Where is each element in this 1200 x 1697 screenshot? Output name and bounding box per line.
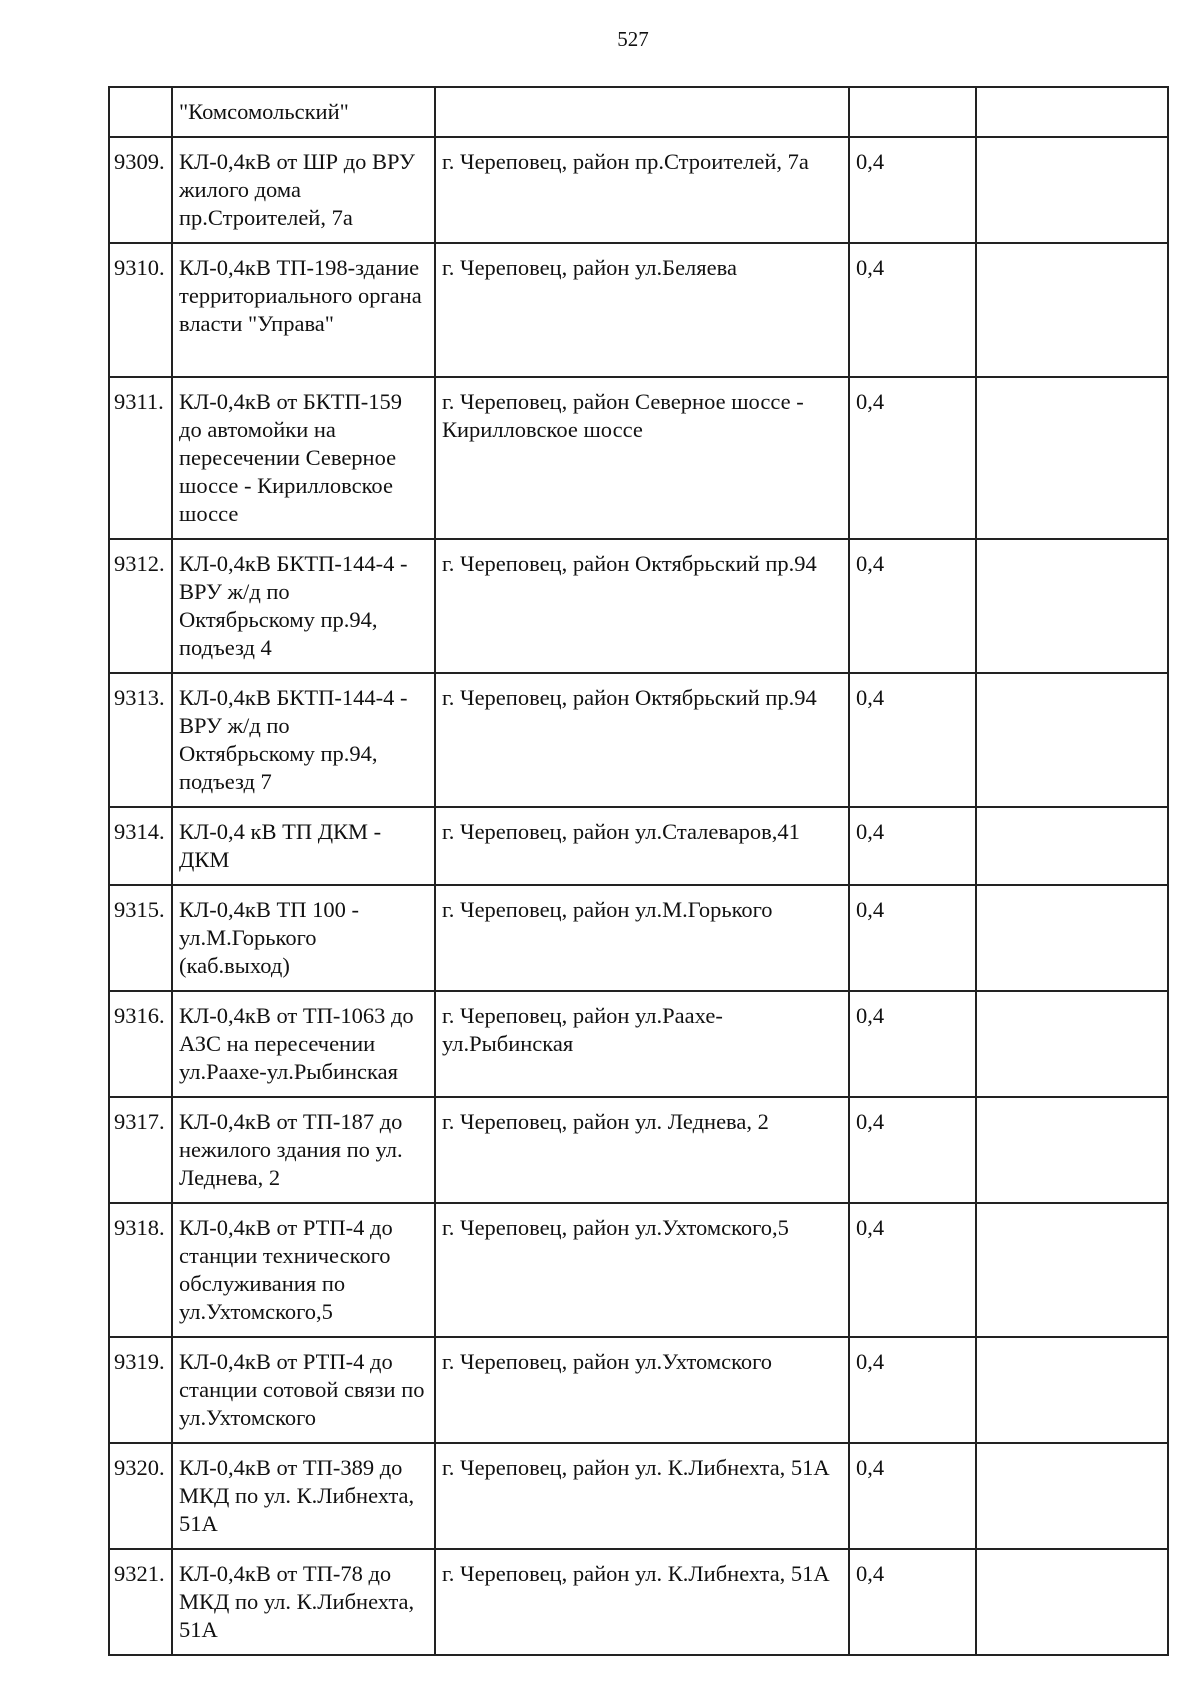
location-cell: г. Череповец, район Октябрьский пр.94 (435, 539, 849, 673)
location-cell: г. Череповец, район пр.Строителей, 7а (435, 137, 849, 243)
line-name-cell: КЛ-0,4кВ от ТП-187 до нежилого здания по ул. Леднева, 2 (172, 1097, 435, 1203)
line-name-cell: "Комсомольский" (172, 87, 435, 137)
table-row (109, 991, 1168, 1097)
location-cell: г. Череповец, район ул. Леднева, 2 (435, 1097, 849, 1203)
row-number-cell: 9312. (109, 539, 172, 673)
note-cell (976, 377, 1168, 539)
voltage-cell (849, 87, 976, 137)
table-row (109, 539, 1168, 673)
location-cell: г. Череповец, район Октябрьский пр.94 (435, 673, 849, 807)
location-cell: г. Череповец, район ул.М.Горького (435, 885, 849, 991)
note-cell (976, 1203, 1168, 1337)
row-number-cell: 9309. (109, 137, 172, 243)
line-name-cell: КЛ-0,4кВ от РТП-4 до станции сотовой связи по ул.Ухтомского (172, 1337, 435, 1443)
row-number-cell: 9310. (109, 243, 172, 377)
line-name-cell: КЛ-0,4кВ от ТП-78 до МКД по ул. К.Либнехта, 51А (172, 1549, 435, 1655)
location-cell: г. Череповец, район ул.Ухтомского,5 (435, 1203, 849, 1337)
row-number-cell: 9318. (109, 1203, 172, 1337)
table-row (109, 1443, 1168, 1549)
location-cell: г. Череповец, район ул. К.Либнехта, 51А (435, 1549, 849, 1655)
voltage-cell: 0,4 (849, 885, 976, 991)
voltage-cell: 0,4 (849, 539, 976, 673)
location-cell: г. Череповец, район ул.Беляева (435, 243, 849, 377)
table-row (109, 1337, 1168, 1443)
voltage-cell: 0,4 (849, 1443, 976, 1549)
row-number-cell: 9314. (109, 807, 172, 885)
line-name-cell: КЛ-0,4кВ от ШР до ВРУ жилого дома пр.Строителей, 7а (172, 137, 435, 243)
note-cell (976, 1549, 1168, 1655)
row-number-cell: 9315. (109, 885, 172, 991)
row-number-cell: 9313. (109, 673, 172, 807)
note-cell (976, 807, 1168, 885)
voltage-cell: 0,4 (849, 137, 976, 243)
row-number-cell (109, 87, 172, 137)
line-name-cell: КЛ-0,4кВ ТП 100 - ул.М.Горького (каб.выход) (172, 885, 435, 991)
table-row (109, 807, 1168, 885)
table-row (109, 673, 1168, 807)
table-row (109, 243, 1168, 377)
line-name-cell: КЛ-0,4кВ БКТП-144-4 - ВРУ ж/д по Октябрьскому пр.94, подъезд 4 (172, 539, 435, 673)
voltage-cell: 0,4 (849, 673, 976, 807)
line-name-cell: КЛ-0,4кВ от ТП-389 до МКД по ул. К.Либнехта, 51А (172, 1443, 435, 1549)
note-cell (976, 1097, 1168, 1203)
row-number-cell: 9316. (109, 991, 172, 1097)
voltage-cell: 0,4 (849, 991, 976, 1097)
voltage-cell: 0,4 (849, 377, 976, 539)
voltage-cell: 0,4 (849, 807, 976, 885)
line-name-cell: КЛ-0,4кВ от БКТП-159 до автомойки на пересечении Северное шоссе - Кирилловское шоссе (172, 377, 435, 539)
page-number: 527 (617, 27, 649, 51)
voltage-cell: 0,4 (849, 1203, 976, 1337)
line-name-cell: КЛ-0,4кВ от ТП-1063 до АЗС на пересечении ул.Раахе-ул.Рыбинская (172, 991, 435, 1097)
row-number-cell: 9320. (109, 1443, 172, 1549)
row-number-cell: 9319. (109, 1337, 172, 1443)
note-cell (976, 1337, 1168, 1443)
table-row (109, 137, 1168, 243)
note-cell (976, 87, 1168, 137)
note-cell (976, 1443, 1168, 1549)
note-cell (976, 243, 1168, 377)
row-number-cell: 9321. (109, 1549, 172, 1655)
note-cell (976, 991, 1168, 1097)
line-name-cell: КЛ-0,4кВ БКТП-144-4 - ВРУ ж/д по Октябрьскому пр.94, подъезд 7 (172, 673, 435, 807)
line-name-cell: КЛ-0,4кВ ТП-198-здание территориального органа власти "Управа" (172, 243, 435, 377)
row-number-cell: 9317. (109, 1097, 172, 1203)
table-row (109, 377, 1168, 539)
voltage-cell: 0,4 (849, 1549, 976, 1655)
location-cell: г. Череповец, район Северное шоссе - Кирилловское шоссе (435, 377, 849, 539)
location-cell (435, 87, 849, 137)
table-row (109, 1549, 1168, 1655)
line-name-cell: КЛ-0,4кВ от РТП-4 до станции технического обслуживания по ул.Ухтомского,5 (172, 1203, 435, 1337)
voltage-cell: 0,4 (849, 243, 976, 377)
note-cell (976, 885, 1168, 991)
location-cell: г. Череповец, район ул.Ухтомского (435, 1337, 849, 1443)
location-cell: г. Череповец, район ул.Сталеваров,41 (435, 807, 849, 885)
note-cell (976, 673, 1168, 807)
line-name-cell: КЛ-0,4 кВ ТП ДКМ - ДКМ (172, 807, 435, 885)
location-cell: г. Череповец, район ул. К.Либнехта, 51А (435, 1443, 849, 1549)
voltage-cell: 0,4 (849, 1337, 976, 1443)
voltage-cell: 0,4 (849, 1097, 976, 1203)
row-number-cell: 9311. (109, 377, 172, 539)
note-cell (976, 137, 1168, 243)
location-cell: г. Череповец, район ул.Раахе-ул.Рыбинская (435, 991, 849, 1097)
note-cell (976, 539, 1168, 673)
table-row (109, 1097, 1168, 1203)
table-row (109, 87, 1168, 137)
cable-line-registry-table (108, 86, 1169, 1656)
table-row (109, 885, 1168, 991)
table-row (109, 1203, 1168, 1337)
